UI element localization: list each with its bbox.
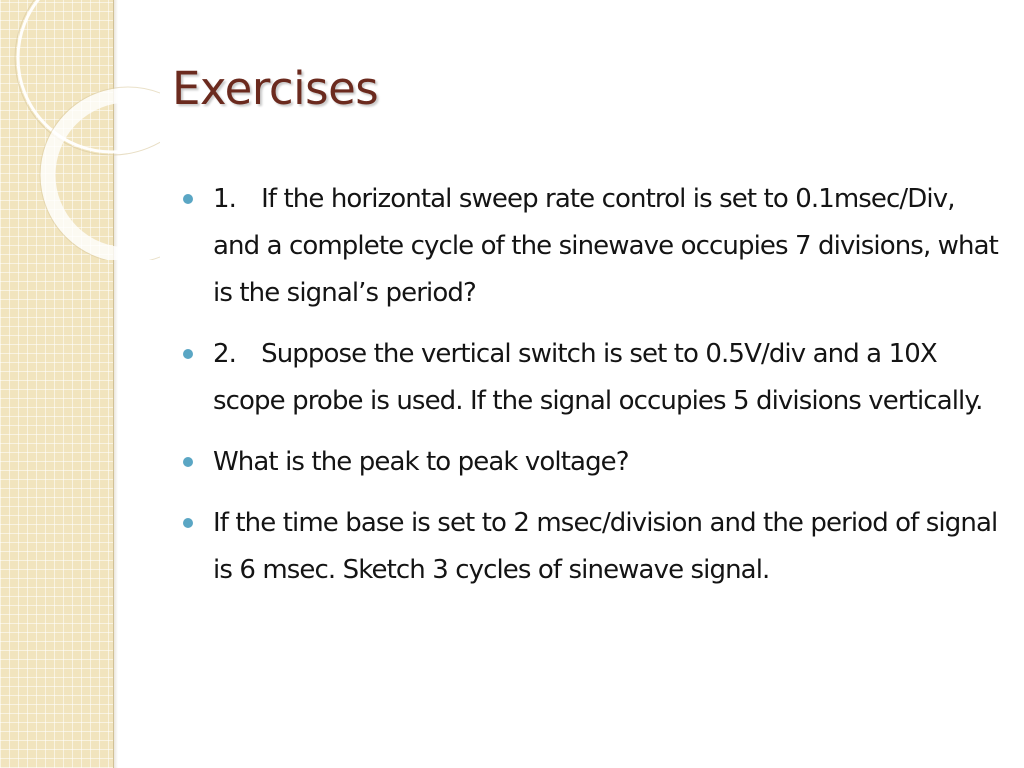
bullet-text: 2. Suppose the vertical switch is set to 0.5V/div and a 10X scope probe is used. If the signal occupies 5 divisions vertically. xyxy=(213,339,983,416)
bullet-text: If the time base is set to 2 msec/division and the period of signal is 6 msec. Sketch 3 cycles of sinewave signal. xyxy=(213,508,998,585)
bullet-item-exercise-2 xyxy=(183,331,998,425)
bullet-item-peak-question xyxy=(183,439,998,486)
bullet-text: 1. If the horizontal sweep rate control is set to 0.1msec/Div, and a complete cycle of the sinewave occupies 7 divisions, what is the signal’s period? xyxy=(213,184,998,308)
bullet-text: What is the peak to peak voltage? xyxy=(213,447,629,477)
bullet-item-time-base xyxy=(183,500,998,594)
bullet-dot-icon xyxy=(183,518,193,528)
bullet-dot-icon xyxy=(183,194,193,204)
decorative-circles-icon xyxy=(0,0,160,260)
slide-title: Exercises xyxy=(172,62,379,115)
bullet-list xyxy=(183,176,998,608)
bullet-dot-icon xyxy=(183,457,193,467)
bullet-dot-icon xyxy=(183,349,193,359)
bullet-item-exercise-1 xyxy=(183,176,998,317)
